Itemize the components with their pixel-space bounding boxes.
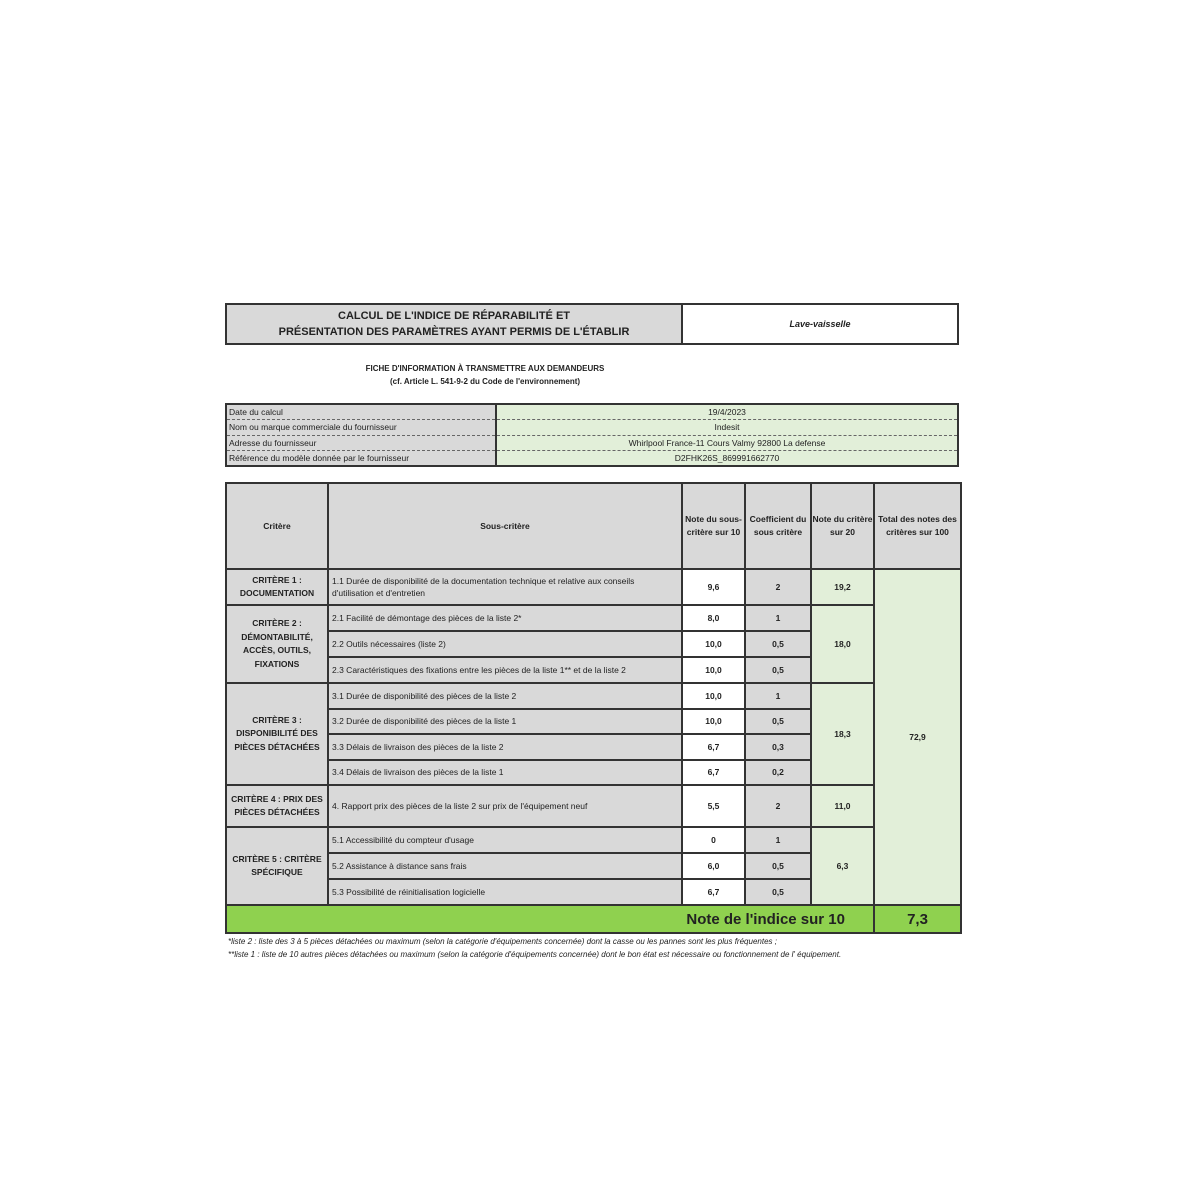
info-value: Indesit bbox=[496, 420, 958, 436]
sub-criterion-note: 8,0 bbox=[682, 605, 745, 631]
info-label: Date du calcul bbox=[226, 404, 496, 420]
sub-criterion-coefficient: 0,5 bbox=[745, 709, 811, 735]
info-row bbox=[226, 404, 958, 420]
info-label: Nom ou marque commerciale du fournisseur bbox=[226, 420, 496, 436]
info-label: Référence du modèle donnée par le fournisseur bbox=[226, 451, 496, 467]
info-row bbox=[226, 451, 958, 467]
sub-criterion-coefficient: 1 bbox=[745, 683, 811, 709]
col-header: Coefficient du sous critère bbox=[745, 483, 811, 569]
sub-criterion: 5.1 Accessibilité du compteur d'usage bbox=[328, 827, 682, 853]
sub-criterion-note: 10,0 bbox=[682, 631, 745, 657]
title-line-2: PRÉSENTATION DES PARAMÈTRES AYANT PERMIS DE L'ÉTABLIR bbox=[278, 326, 630, 338]
sub-criterion-note: 9,6 bbox=[682, 569, 745, 605]
criterion-score: 6,3 bbox=[811, 827, 874, 905]
info-table bbox=[225, 403, 959, 467]
info-value: 19/4/2023 bbox=[496, 404, 958, 420]
sub-criterion-coefficient: 2 bbox=[745, 569, 811, 605]
sub-criterion-note: 10,0 bbox=[682, 709, 745, 735]
sub-criterion: 3.4 Délais de livraison des pièces de la liste 1 bbox=[328, 760, 682, 786]
criterion-name: CRITÈRE 1 : DOCUMENTATION bbox=[226, 569, 328, 605]
sub-criterion-coefficient: 2 bbox=[745, 785, 811, 827]
sub-criterion: 1.1 Durée de disponibilité de la documentation technique et relative aux conseils d'utilisation et d'entretien bbox=[328, 569, 682, 605]
info-row bbox=[226, 435, 958, 451]
subtitle bbox=[225, 362, 745, 388]
sub-criterion-coefficient: 0,5 bbox=[745, 657, 811, 683]
sub-criterion-note: 6,7 bbox=[682, 734, 745, 760]
table-row bbox=[226, 569, 961, 605]
sub-criterion-note: 5,5 bbox=[682, 785, 745, 827]
criterion-name: CRITÈRE 3 : DISPONIBILITÉ DES PIÈCES DÉTACHÉES bbox=[226, 683, 328, 785]
criterion-score: 18,0 bbox=[811, 605, 874, 683]
criterion-score: 19,2 bbox=[811, 569, 874, 605]
sub-criterion-note: 6,7 bbox=[682, 760, 745, 786]
col-header: Note du critère sur 20 bbox=[811, 483, 874, 569]
title-line-1: CALCUL DE L'INDICE DE RÉPARABILITÉ ET bbox=[338, 310, 570, 322]
final-score-label: Note de l'indice sur 10 bbox=[226, 905, 874, 933]
col-header: Sous-critère bbox=[328, 483, 682, 569]
sub-criterion-coefficient: 0,5 bbox=[745, 631, 811, 657]
sub-criterion-note: 10,0 bbox=[682, 657, 745, 683]
criterion-name: CRITÈRE 5 : CRITÈRE SPÉCIFIQUE bbox=[226, 827, 328, 905]
sub-criterion-coefficient: 1 bbox=[745, 827, 811, 853]
sub-criterion-note: 6,7 bbox=[682, 879, 745, 905]
sub-criterion: 2.1 Facilité de démontage des pièces de la liste 2* bbox=[328, 605, 682, 631]
sub-criterion-note: 0 bbox=[682, 827, 745, 853]
title-box bbox=[225, 303, 959, 345]
info-label: Adresse du fournisseur bbox=[226, 435, 496, 451]
subtitle-line-1: FICHE D'INFORMATION À TRANSMETTRE AUX DEMANDEURS bbox=[365, 364, 605, 373]
footnote: *liste 2 : liste des 3 à 5 pièces détachées ou maximum (selon la catégorie d'équipements concernée) dont la casse ou les pannes sont les plus fréquentes ; bbox=[228, 937, 777, 946]
sub-criterion-coefficient: 0,5 bbox=[745, 879, 811, 905]
sub-criterion-coefficient: 0,2 bbox=[745, 760, 811, 786]
sub-criterion: 5.3 Possibilité de réinitialisation logicielle bbox=[328, 879, 682, 905]
total-score-100: 72,9 bbox=[874, 569, 961, 905]
sub-criterion-coefficient: 1 bbox=[745, 605, 811, 631]
sub-criterion: 4. Rapport prix des pièces de la liste 2 sur prix de l'équipement neuf bbox=[328, 785, 682, 827]
sub-criterion: 5.2 Assistance à distance sans frais bbox=[328, 853, 682, 879]
product-category: Lave-vaisselle bbox=[789, 319, 851, 329]
sub-criterion-coefficient: 0,3 bbox=[745, 734, 811, 760]
table-row bbox=[226, 605, 961, 631]
subtitle-line-2: (cf. Article L. 541-9-2 du Code de l'environnement) bbox=[389, 377, 581, 386]
footnotes bbox=[228, 935, 963, 961]
score-table bbox=[225, 482, 962, 934]
criterion-name: CRITÈRE 2 : DÉMONTABILITÉ, ACCÈS, OUTILS, FIXATIONS bbox=[226, 605, 328, 683]
info-row bbox=[226, 420, 958, 436]
table-row bbox=[226, 785, 961, 827]
sub-criterion-note: 6,0 bbox=[682, 853, 745, 879]
sub-criterion-note: 10,0 bbox=[682, 683, 745, 709]
table-row bbox=[226, 827, 961, 853]
col-header: Total des notes des critères sur 100 bbox=[874, 483, 961, 569]
page-title bbox=[227, 305, 683, 343]
sub-criterion: 2.3 Caractéristiques des fixations entre les pièces de la liste 1** et de la liste 2 bbox=[328, 657, 682, 683]
info-value: Whirlpool France-11 Cours Valmy 92800 La defense bbox=[496, 435, 958, 451]
footnote: **liste 1 : liste de 10 autres pièces détachées ou maximum (selon la catégorie d'équipements concernée) dont le bon état est nécessaire ou fonctionnement de l' équipement. bbox=[228, 950, 842, 959]
col-header: Critère bbox=[226, 483, 328, 569]
sub-criterion-coefficient: 0,5 bbox=[745, 853, 811, 879]
sub-criterion: 3.3 Délais de livraison des pièces de la liste 2 bbox=[328, 734, 682, 760]
table-row bbox=[226, 683, 961, 709]
info-value: D2FHK26S_869991662770 bbox=[496, 451, 958, 467]
sub-criterion: 3.1 Durée de disponibilité des pièces de la liste 2 bbox=[328, 683, 682, 709]
header-row bbox=[226, 483, 961, 569]
criterion-score: 18,3 bbox=[811, 683, 874, 785]
sub-criterion: 3.2 Durée de disponibilité des pièces de la liste 1 bbox=[328, 709, 682, 735]
criterion-score: 11,0 bbox=[811, 785, 874, 827]
sub-criterion: 2.2 Outils nécessaires (liste 2) bbox=[328, 631, 682, 657]
final-score-row bbox=[226, 905, 961, 933]
criterion-name: CRITÈRE 4 : PRIX DES PIÈCES DÉTACHÉES bbox=[226, 785, 328, 827]
final-score-value: 7,3 bbox=[874, 905, 961, 933]
col-header: Note du sous-critère sur 10 bbox=[682, 483, 745, 569]
